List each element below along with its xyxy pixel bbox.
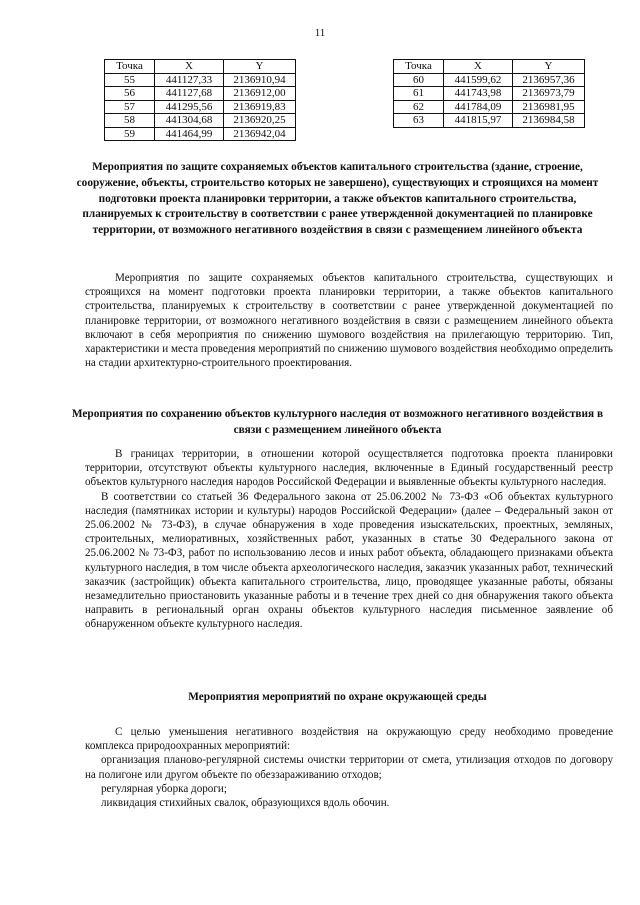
x-cell: 441815,97 bbox=[444, 114, 513, 128]
column-header-point: Точка bbox=[105, 60, 155, 74]
coordinates-table-left bbox=[104, 59, 296, 141]
column-header-y: Y bbox=[224, 60, 296, 74]
table-header-row bbox=[394, 60, 585, 74]
table-row bbox=[394, 100, 585, 114]
section-heading-protection: Мероприятия по защите сохраняемых объектов капитального строительства (здание, строение, сооружение, объекты, строительство которых не завершено), существующих и строящихся на момент подготовки проекта планировки территории, а также объектов капитального строительства, планируемых к строительству в соответствии с ранее утвержденной документацией по планировке территории, от возможного негативного воздействия в связи с размещением линейного объекта bbox=[76, 161, 599, 237]
section-body-protection bbox=[85, 271, 613, 370]
paragraph: С целью уменьшения негативного воздействия на окружающую среду необходимо проведение комплекса природоохранных мероприятий: bbox=[85, 726, 613, 753]
y-cell: 2136973,79 bbox=[513, 87, 585, 101]
table-row bbox=[105, 127, 296, 141]
section-body-cultural-heritage bbox=[85, 447, 613, 632]
point-cell: 63 bbox=[394, 114, 444, 128]
y-cell: 2136957,36 bbox=[513, 73, 585, 87]
paragraph: В границах территории, в отношении которой осуществляется подготовка проекта планировки территории, отсутствуют объекты культурного наследия, включенные в Единый государственный реестр объектов культурного наследия народов Российской Федерации и выявленные объекты культурного наследия. bbox=[85, 448, 613, 489]
y-cell: 2136920,25 bbox=[224, 114, 296, 128]
point-cell: 62 bbox=[394, 100, 444, 114]
page-number: 11 bbox=[314, 27, 326, 39]
section-heading-cultural-heritage: Мероприятия по сохранению объектов культурного наследия от возможного негативного воздействия в связи с размещением линейного объекта bbox=[71, 408, 604, 436]
x-cell: 441599,62 bbox=[444, 73, 513, 87]
y-cell: 2136912,00 bbox=[224, 87, 296, 101]
point-cell: 57 bbox=[105, 100, 155, 114]
list-item: ликвидация стихийных свалок, образующихся вдоль обочин. bbox=[101, 797, 390, 810]
x-cell: 441304,68 bbox=[155, 114, 224, 128]
y-cell: 2136919,83 bbox=[224, 100, 296, 114]
table-row bbox=[394, 114, 585, 128]
y-cell: 2136942,04 bbox=[224, 127, 296, 141]
point-cell: 60 bbox=[394, 73, 444, 87]
column-header-y: Y bbox=[513, 60, 585, 74]
y-cell: 2136981,95 bbox=[513, 100, 585, 114]
point-cell: 58 bbox=[105, 114, 155, 128]
column-header-x: X bbox=[444, 60, 513, 74]
y-cell: 2136984,58 bbox=[513, 114, 585, 128]
table-row bbox=[105, 100, 296, 114]
paragraph: В соответствии со статьей 36 Федерального закона от 25.06.2002 № 73-ФЗ «Об объектах культурного наследия (памятниках истории и культуры) народов Российской Федерации» (далее – Федеральный закон от 25.06.2002 № 73-ФЗ), в случае обнаружения в ходе проведения изыскательских, проектных, земляных, строительных, мелиоративных, хозяйственных работ, указанных в статье 30 Федерального закона от 25.06.2002 № 73-ФЗ, работ по использованию лесов и иных работ объекта, обладающего признаками объекта культурного наследия, в том числе объекта археологического наследия, заказчик указанных работ, технический заказчик (застройщик) объекта капитального строительства, лицо, проводящее указанные работы, обязаны незамедлительно приостановить указанные работы и в течение трех дней со дня обнаружения такого объекта направить в региональный орган охраны объектов культурного наследия письменное заявление об обнаруженном объекте культурного наследия. bbox=[85, 490, 613, 631]
point-cell: 55 bbox=[105, 73, 155, 87]
list-item: организация планово-регулярной системы очистки территории от смета, утилизация отходов по договору на полигоне или другом объекте по обеззараживанию отходов; bbox=[85, 754, 613, 781]
x-cell: 441743,98 bbox=[444, 87, 513, 101]
column-header-point: Точка bbox=[394, 60, 444, 74]
table-row bbox=[394, 73, 585, 87]
list-item: регулярная уборка дороги; bbox=[101, 782, 227, 795]
paragraph: Мероприятия по защите сохраняемых объектов капитального строительства, существующих и строящихся на момент подготовки проекта планировки территории, а также объектов капитального строительства, планируемых к строительству в соответствии с ранее утвержденной документацией по планировке территории, от возможного негативного воздействия в связи с размещением линейного объекта включают в себя мероприятия по снижению шумового воздействия на прилегающую территорию. Тип, характеристики и места проведения мероприятий по снижению шумового воздействия необходимо определить на стадии архитектурно-строительного проектирования. bbox=[85, 272, 613, 370]
column-header-x: X bbox=[155, 60, 224, 74]
section-heading-environment: Мероприятия мероприятий по охране окружающей среды bbox=[188, 691, 487, 703]
table-row bbox=[105, 114, 296, 128]
point-cell: 56 bbox=[105, 87, 155, 101]
x-cell: 441295,56 bbox=[155, 100, 224, 114]
x-cell: 441464,99 bbox=[155, 127, 224, 141]
point-cell: 61 bbox=[394, 87, 444, 101]
x-cell: 441127,33 bbox=[155, 73, 224, 87]
y-cell: 2136910,94 bbox=[224, 73, 296, 87]
x-cell: 441784,09 bbox=[444, 100, 513, 114]
coordinates-table-right bbox=[393, 59, 585, 128]
table-row bbox=[394, 87, 585, 101]
section-body-environment bbox=[85, 725, 613, 810]
point-cell: 59 bbox=[105, 127, 155, 141]
x-cell: 441127,68 bbox=[155, 87, 224, 101]
table-row bbox=[105, 73, 296, 87]
table-header-row bbox=[105, 60, 296, 74]
table-row bbox=[105, 87, 296, 101]
